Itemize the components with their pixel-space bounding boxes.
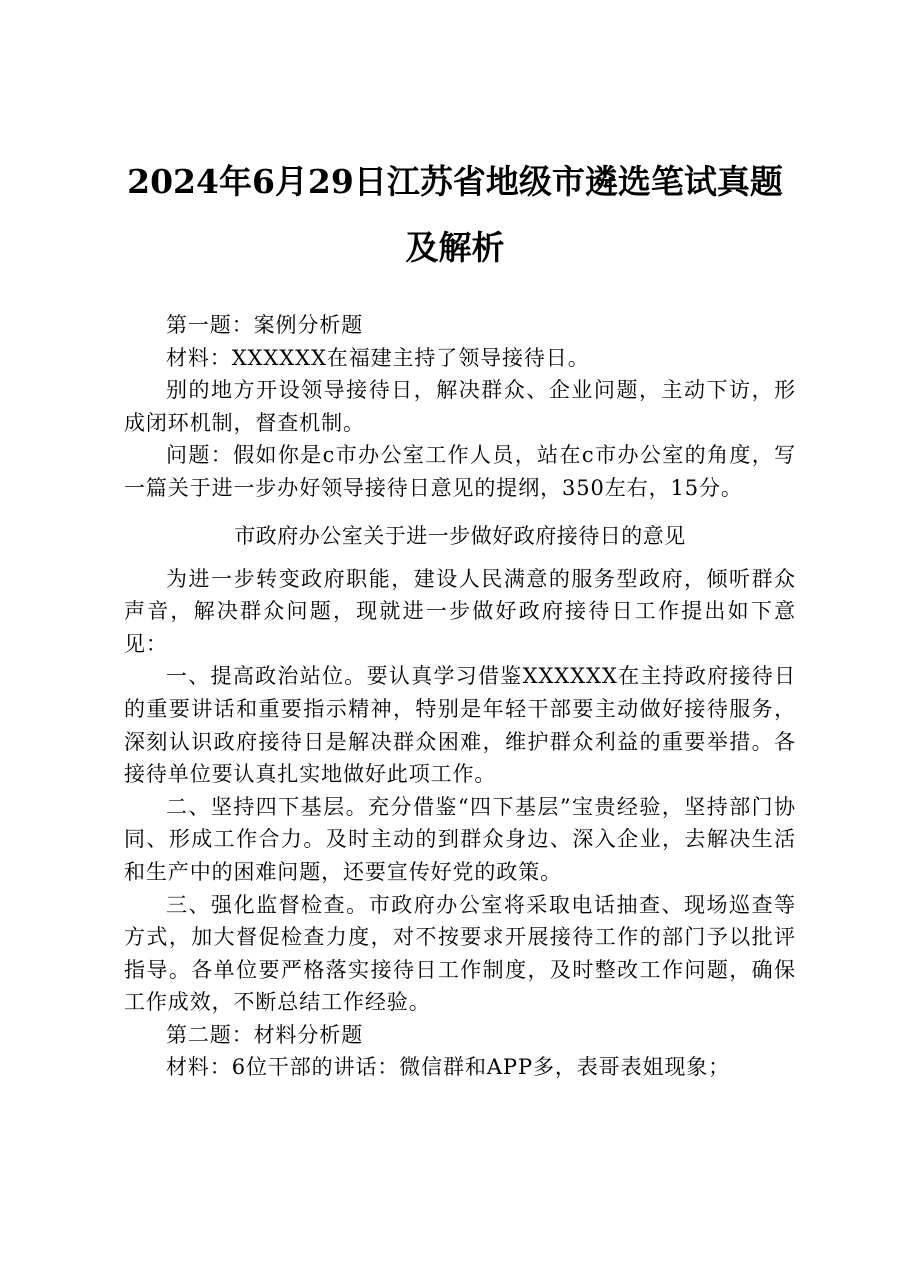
answer-intro: 为进一步转变政府职能，建设人民满意的服务型政府，倾听群众声音，解决群众问题，现就进一步做好政府接待日工作提出如下意见： (124, 566, 796, 656)
document-body (124, 309, 796, 1084)
document-title-line-2: 及解析 (405, 228, 505, 267)
document-title-line-1: 2024年6月29日江苏省地级市遴选笔试真题 (127, 162, 783, 201)
section-1-material: 材料：XXXXXX在福建主持了领导接待日。 (166, 345, 590, 370)
answer-point-2: 二、坚持四下基层。充分借鉴“四下基层”宝贵经验，坚持部门协同、形成工作合力。及时主动的到群众身边、深入企业，去解决生活和生产中的困难问题，还要宣传好党的政策。 (124, 794, 796, 884)
section-1-question: 问题：假如你是c市办公室工作人员，站在c市办公室的角度，写一篇关于进一步办好领导接待日意见的提纲，350左右，15分。 (124, 443, 796, 500)
section-2-material: 材料：6位干部的讲话：微信群和APP多，表哥表姐现象； (166, 1055, 731, 1080)
answer-point-1: 一、提高政治站位。要认真学习借鉴XXXXXX在主持政府接待日的重要讲话和重要指示精神，特别是年轻干部要主动做好接待服务，深刻认识政府接待日是解决群众困难，维护群众利益的重要举措。各接待单位要认真扎实地做好此项工作。 (124, 664, 796, 787)
section-1-heading: 第一题：案例分析题 (166, 313, 364, 337)
section-2-heading: 第二题：材料分析题 (166, 1022, 364, 1047)
answer-heading: 市政府办公室关于进一步做好政府接待日的意见 (234, 523, 686, 548)
answer-point-3: 三、强化监督检查。市政府办公室将采取电话抽查、现场巡查等方式，加大督促检查力度，对不按要求开展接待工作的部门予以批评指导。各单位要严格落实接待日工作制度，及时整改工作问题，确保工作成效，不断总结工作经验。 (124, 892, 796, 1015)
section-1-context: 别的地方开设领导接待日，解决群众、企业问题，主动下访，形成闭环机制，督查机制。 (124, 378, 796, 435)
